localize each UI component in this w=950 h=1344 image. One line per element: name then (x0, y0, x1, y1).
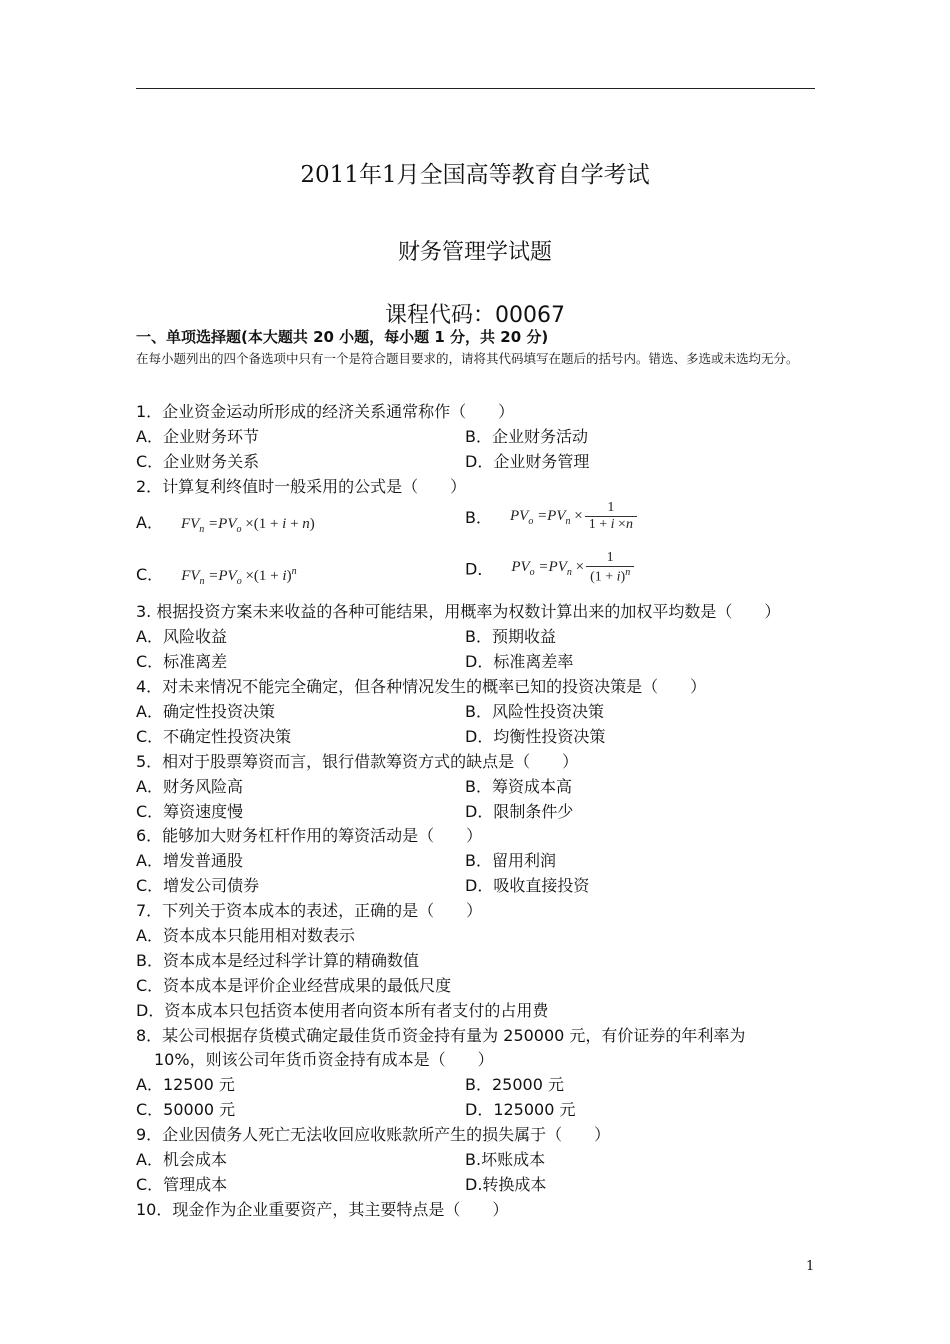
question-10: 10．现金作为企业重要资产，其主要特点是（ ） (136, 1200, 509, 1219)
q8-option-c: C．50000 元 (136, 1100, 236, 1119)
q6-option-a: A．增发普通股 (136, 851, 243, 870)
q8-option-b: B．25000 元 (465, 1075, 564, 1094)
q1-option-b: B．企业财务活动 (465, 427, 588, 446)
q4-option-b: B．风险性投资决策 (465, 702, 604, 721)
exam-title: 2011年1月全国高等教育自学考试 (300, 162, 650, 188)
q7-option-d: D．资本成本只包括资本使用者向资本所有者支付的占用费 (136, 1001, 549, 1020)
question-8-line-2: 10%，则该公司年货币资金持有成本是（ ） (154, 1050, 494, 1069)
q8-option-d: D．125000 元 (465, 1100, 576, 1119)
q2-option-c-label: C． (136, 565, 164, 584)
q5-option-b: B．筹资成本高 (465, 777, 572, 796)
q1-option-c: C．企业财务关系 (136, 452, 260, 471)
q2-option-c (136, 562, 297, 587)
q2-formula-c: $FV_n =PV_o \times(1 + i)^n$ (181, 566, 297, 587)
question-9: 9．企业因债务人死亡无法收回应收账款所产生的损失属于（ ） (136, 1125, 611, 1144)
q9-option-d: D.转换成本 (465, 1175, 547, 1194)
page-number: 1 (806, 1259, 815, 1274)
q2-option-a-label: A． (136, 513, 163, 532)
q2-option-b-label: B． (465, 508, 492, 527)
q2-formula-d-numerator: 1 (586, 550, 634, 567)
q2-option-d (465, 550, 634, 586)
question-8-line-1: 8．某公司根据存货模式确定最佳货币资金持有量为 250000 元，有价证券的年利率为 (136, 1026, 746, 1045)
question-4: 4．对未来情况不能完全确定，但各种情况发生的概率已知的投资决策是（ ） (136, 677, 707, 696)
q5-option-a: A．财务风险高 (136, 777, 243, 796)
q9-option-c: C．管理成本 (136, 1175, 228, 1194)
q2-formula-d: $PV_o =PV_n$ × $\frac{1}{(1 + i)^n}$ (511, 559, 634, 575)
q2-formula-b: $PV_o =PV_n$ × $\frac{1}{1 + i \times n}$ (510, 508, 637, 524)
q3-option-a: A．风险收益 (136, 627, 227, 646)
q1-option-d: D．企业财务管理 (465, 452, 590, 471)
q2-formula-a: $FV_n =PV_o \times(1 + i + n)$ (180, 516, 315, 535)
question-6: 6．能够加大财务杠杆作用的筹资活动是（ ） (136, 826, 483, 845)
q2-option-b (465, 500, 637, 533)
q4-option-a: A．确定性投资决策 (136, 702, 275, 721)
q2-option-a (136, 510, 315, 535)
q6-option-c: C．增发公司债券 (136, 876, 260, 895)
question-7: 7．下列关于资本成本的表述，正确的是（ ） (136, 901, 483, 920)
question-5: 5．相对于股票筹资而言，银行借款筹资方式的缺点是（ ） (136, 752, 579, 771)
header-rule (136, 88, 815, 89)
section-heading: 一、单项选择题(本大题共 20 小题，每小题 1 分，共 20 分) (136, 328, 549, 346)
q3-option-c: C．标准离差 (136, 652, 228, 671)
q3-option-b: B．预期收益 (465, 627, 556, 646)
question-3: 3. 根据投资方案未来收益的各种可能结果，用概率为权数计算出来的加权平均数是（ ） (136, 602, 781, 621)
subject-title: 财务管理学试题 (397, 240, 552, 265)
q6-option-b: B．留用利润 (465, 851, 556, 870)
q3-option-d: D．标准离差率 (465, 652, 574, 671)
q8-option-a: A．12500 元 (136, 1075, 235, 1094)
course-code: 课程代码：00067 (385, 303, 565, 328)
q1-option-a: A．企业财务环节 (136, 427, 259, 446)
q9-option-b: B.坏账成本 (465, 1150, 546, 1169)
q5-option-c: C．筹资速度慢 (136, 802, 244, 821)
q7-option-a: A．资本成本只能用相对数表示 (136, 926, 355, 945)
question-2: 2．计算复利终值时一般采用的公式是（ ） (136, 477, 467, 496)
q9-option-a: A．机会成本 (136, 1150, 227, 1169)
q4-option-d: D．均衡性投资决策 (465, 727, 606, 746)
q2-formula-b-numerator: 1 (585, 500, 637, 517)
q5-option-d: D．限制条件少 (465, 802, 574, 821)
q7-option-b: B．资本成本是经过科学计算的精确数值 (136, 951, 419, 970)
section-instruction: 在每小题列出的四个备选项中只有一个是符合题目要求的，请将其代码填写在题后的括号内。错选、多选或未选均无分。 (136, 351, 799, 366)
q4-option-c: C．不确定性投资决策 (136, 727, 292, 746)
q2-option-d-label: D． (465, 559, 494, 579)
question-1: 1．企业资金运动所形成的经济关系通常称作（ ） (136, 402, 515, 421)
q7-option-c: C．资本成本是评价企业经营成果的最低尺度 (136, 976, 452, 995)
q6-option-d: D．吸收直接投资 (465, 876, 590, 895)
